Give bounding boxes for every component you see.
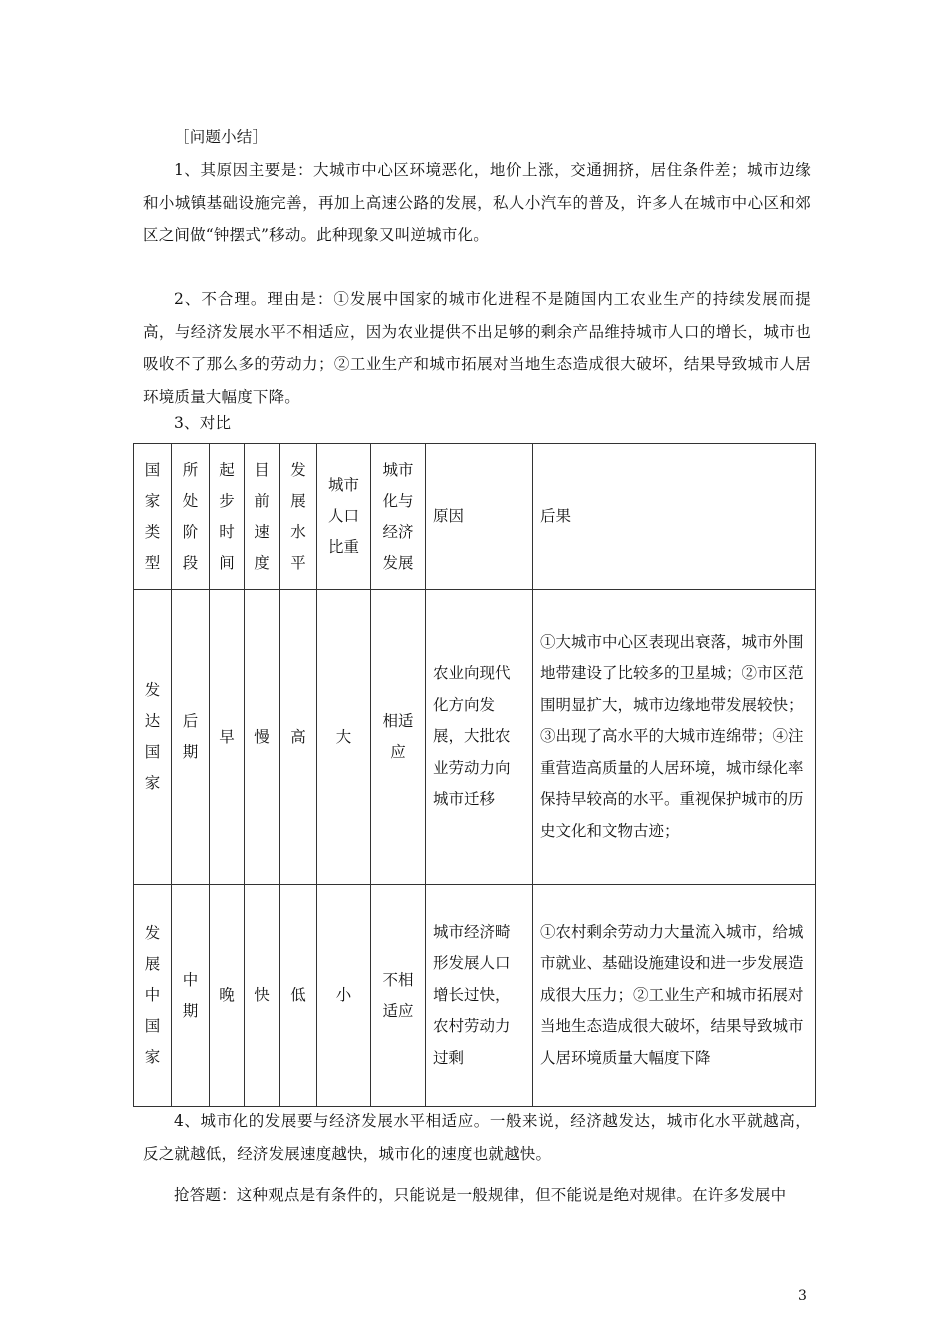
answer-paragraph-1: 1、其原因主要是：大城市中心区环境恶化，地价上涨，交通拥挤，居住条件差；城市边缘和小城镇基础设施完善，再加上高速公路的发展，私人小汽车的普及，许多人在城市中心区和郊区之间做“钟摆式”移动。此种现象又叫逆城市化。 (143, 161, 811, 244)
table-cell: 农业向现代化方向发展，大批农业劳动力向城市迁移 (426, 590, 533, 885)
table-row (134, 590, 816, 885)
table-cell: 晚 (210, 885, 245, 1107)
table-cell: 小 (317, 885, 371, 1107)
table-header-row (134, 444, 816, 590)
header-cell: 起步时间 (210, 444, 245, 590)
table-cell: 高 (280, 590, 317, 885)
table-cell: 早 (210, 590, 245, 885)
table-cell: ①大城市中心区表现出衰落，城市外围地带建设了比较多的卫星城；②市区范围明显扩大，城市边缘地带发展较快；③出现了高水平的大城市连绵带；④注重营造高质量的人居环境，城市绿化率保持早较高的水平。重视保护城市的历史文化和文物古迹； (533, 590, 816, 885)
section-heading: ［问题小结］ (174, 128, 269, 146)
header-cell: 原因 (426, 444, 533, 590)
table-cell: 城市经济畸形发展人口增长过快，农村劳动力过剩 (426, 885, 533, 1107)
answer-paragraph-3-label: 3、对比 (174, 414, 232, 432)
comparison-table (133, 443, 816, 1107)
header-cell: 目前速度 (245, 444, 280, 590)
table-cell: 不相适应 (371, 885, 426, 1107)
table-cell: 低 (280, 885, 317, 1107)
table-cell: 相适应 (371, 590, 426, 885)
header-cell: 后果 (533, 444, 816, 590)
table-cell: 发展中国家 (134, 885, 172, 1107)
header-cell: 发展水平 (280, 444, 317, 590)
page-number: 3 (798, 1288, 807, 1304)
answer-paragraph-4: 4、城市化的发展要与经济发展水平相适应。一般来说，经济越发达，城市化水平就越高，反之就越低，经济发展速度越快，城市化的速度也就越快。 (143, 1112, 811, 1163)
table-cell: ①农村剩余劳动力大量流入城市，给城市就业、基础设施建设和进一步发展造成很大压力；②工业生产和城市拓展对当地生态造成很大破坏，结果导致城市人居环境质量大幅度下降 (533, 885, 816, 1107)
answer-paragraph-2: 2、不合理。理由是：①发展中国家的城市化进程不是随国内工农业生产的持续发展而提高，与经济发展水平不相适应，因为农业提供不出足够的剩余产品维持城市人口的增长，城市也吸收不了那么多的劳动力；②工业生产和城市拓展对当地生态造成很大破坏，结果导致城市人居环境质量大幅度下降。 (143, 290, 811, 406)
table-cell: 中期 (172, 885, 210, 1107)
header-cell: 所处阶段 (172, 444, 210, 590)
header-cell: 城市化与经济发展 (371, 444, 426, 590)
quick-answer-paragraph: 抢答题：这种观点是有条件的，只能说是一般规律，但不能说是绝对规律。在许多发展中 (174, 1186, 787, 1204)
table-cell: 大 (317, 590, 371, 885)
table-row (134, 885, 816, 1107)
header-cell: 城市人口比重 (317, 444, 371, 590)
header-cell: 国家类型 (134, 444, 172, 590)
table-cell: 发达国家 (134, 590, 172, 885)
table-cell: 后期 (172, 590, 210, 885)
table-cell: 快 (245, 885, 280, 1107)
table-cell: 慢 (245, 590, 280, 885)
